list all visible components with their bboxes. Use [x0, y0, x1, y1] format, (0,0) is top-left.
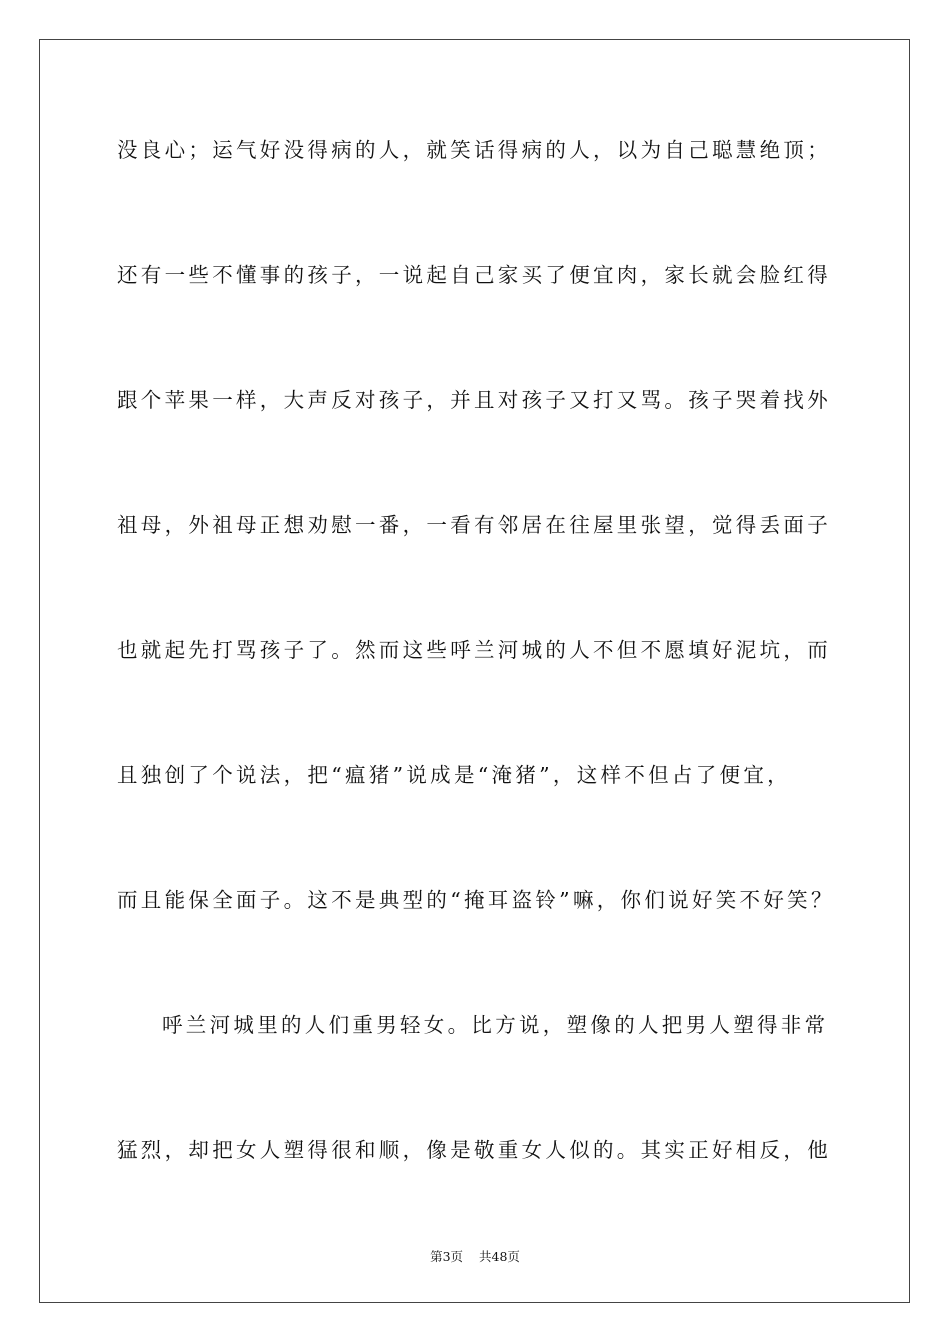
text-line: 没良心；运气好没得病的人，就笑话得病的人，以为自己聪慧绝顶；	[117, 138, 831, 162]
paragraph-start-line: 呼兰河城里的人们重男轻女。比方说，塑像的人把男人塑得非常	[162, 1013, 829, 1037]
text-line: 而且能保全面子。这不是典型的“掩耳盗铃”嘛，你们说好笑不好笑？	[117, 888, 835, 912]
text-line: 祖母，外祖母正想劝慰一番，一看有邻居在往屋里张望，觉得丢面子	[117, 513, 831, 537]
text-line: 猛烈，却把女人塑得很和顺，像是敬重女人似的。其实正好相反，他	[117, 1138, 831, 1162]
text-line: 还有一些不懂事的孩子，一说起自己家买了便宜肉，家长就会脸红得	[117, 263, 831, 287]
page-number: 第3页	[430, 1249, 464, 1264]
text-line: 且独创了个说法，把“瘟猪”说成是“淹猪”，这样不但占了便宜，	[117, 763, 791, 787]
text-line: 跟个苹果一样，大声反对孩子，并且对孩子又打又骂。孩子哭着找外	[117, 388, 831, 412]
document-body	[117, 130, 837, 1255]
text-line: 也就起先打骂孩子了。然而这些呼兰河城的人不但不愿填好泥坑，而	[117, 638, 831, 662]
page-total: 共48页	[479, 1249, 520, 1264]
page-footer	[0, 1247, 950, 1265]
